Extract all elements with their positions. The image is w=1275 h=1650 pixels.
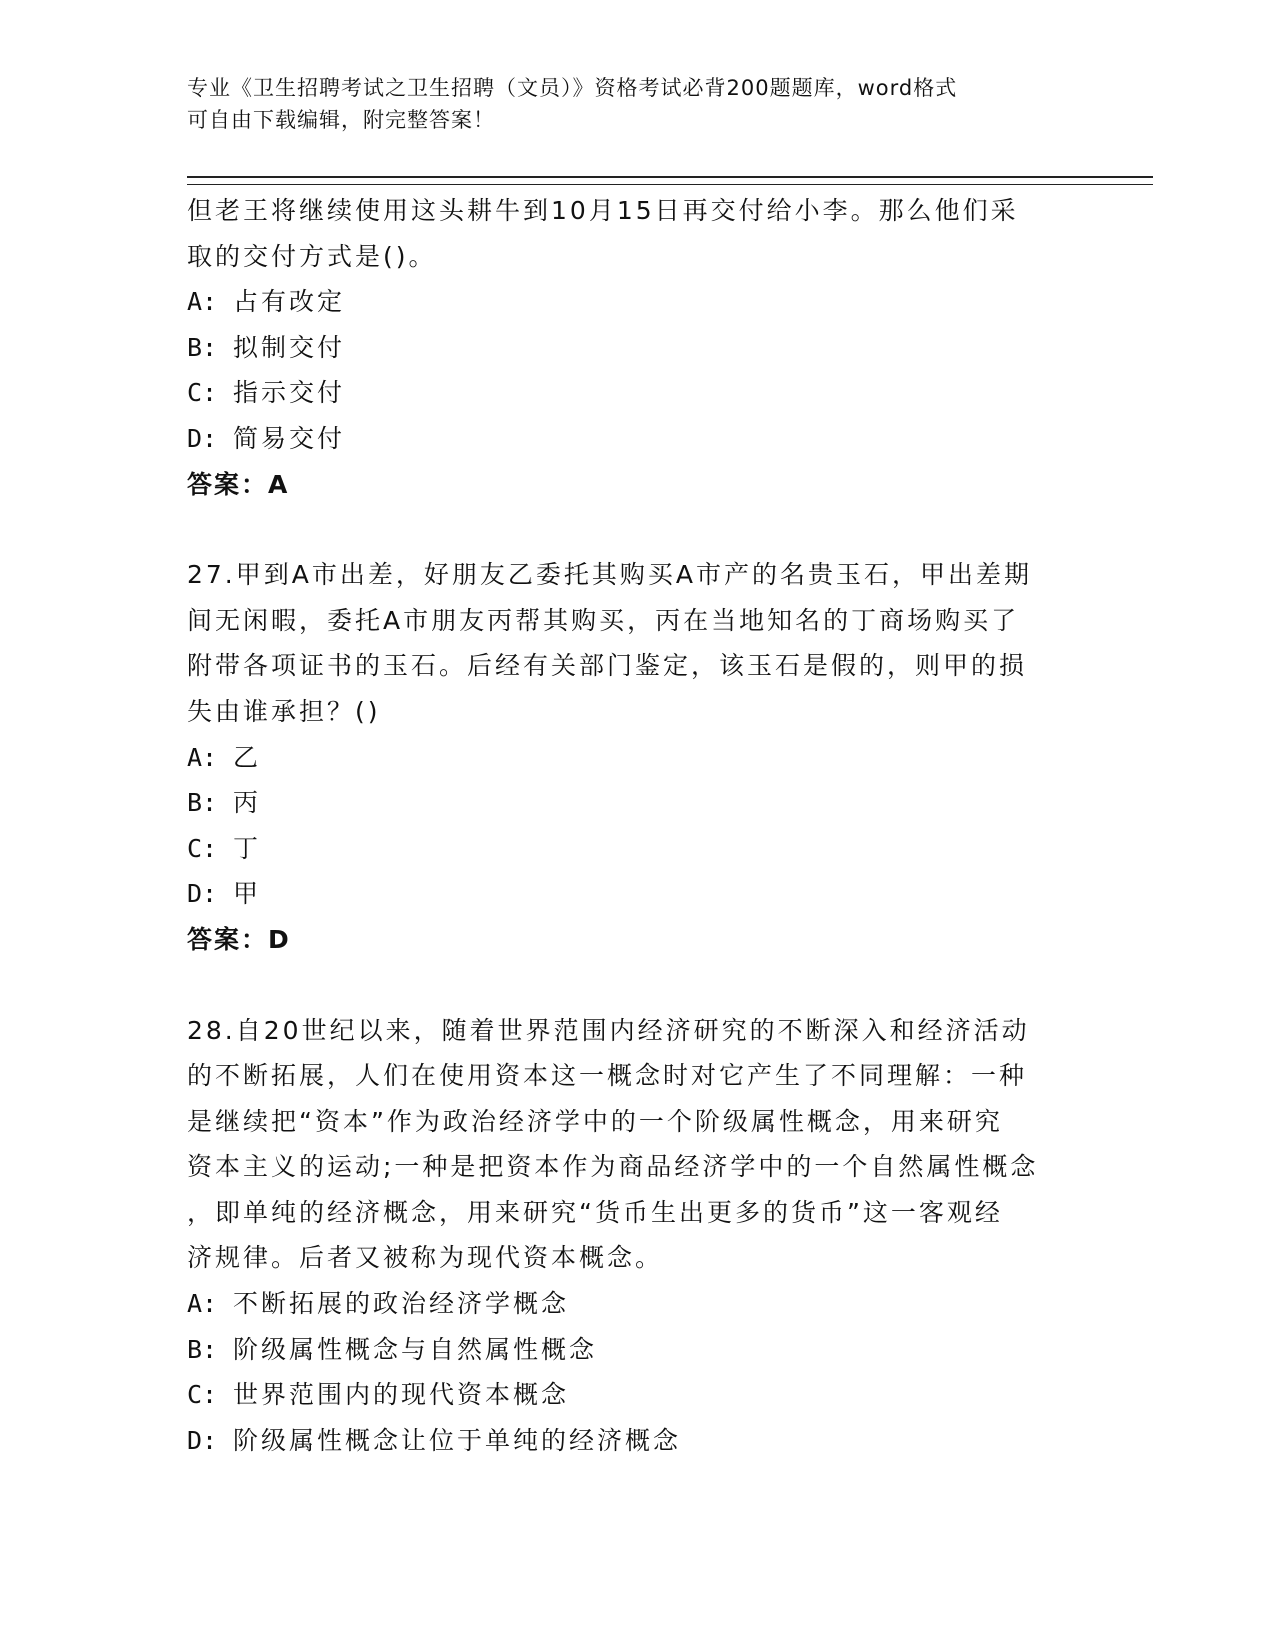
question-text-line: 间无闲暇，委托A市朋友丙帮其购买，丙在当地知名的丁商场购买了 — [187, 605, 1020, 635]
option-text: 丙 — [233, 788, 262, 818]
question-text-line: 取的交付方式是()。 — [187, 241, 437, 271]
option-a — [187, 735, 1087, 781]
option-d — [187, 1418, 1087, 1464]
option-text: 阶级属性概念让位于单纯的经济概念 — [233, 1425, 682, 1455]
option-text: 拟制交付 — [233, 332, 346, 362]
option-text: 不断拓展的政治经济学概念 — [233, 1289, 570, 1319]
question-text-line: 27.甲到A市出差，好朋友乙委托其购买A市产的名贵玉石，甲出差期 — [187, 560, 1032, 590]
option-text: 丁 — [233, 833, 262, 863]
question-text-line: 的不断拓展，人们在使用资本这一概念时对它产生了不同理解：一种 — [187, 1061, 1028, 1091]
question-text-line: 济规律。后者又被称为现代资本概念。 — [187, 1243, 664, 1273]
option-text: 乙 — [233, 742, 262, 772]
question-text-line: 但老王将继续使用这头耕牛到10月15日再交付给小李。那么他们采 — [187, 196, 1019, 225]
option-key: C: — [187, 1380, 218, 1410]
question-text-line: 28.自20世纪以来，随着世界范围内经济研究的不断深入和经济活动 — [187, 1015, 1030, 1045]
option-text: 指示交付 — [233, 378, 346, 408]
header-title-line-1: 专业《卫生招聘考试之卫生招聘（文员）》资格考试必背200题题库，word格式 — [187, 76, 958, 100]
question-text-line: 失由谁承担？() — [187, 696, 381, 726]
option-key: A: — [187, 287, 218, 317]
option-c — [187, 1372, 1087, 1418]
option-key: B: — [187, 1334, 218, 1364]
option-a — [187, 279, 1087, 325]
spacer — [187, 507, 1087, 552]
option-text: 占有改定 — [233, 287, 346, 317]
option-key: A: — [187, 1289, 218, 1319]
question-text-line: 资本主义的运动;一种是把资本作为商品经济学中的一个自然属性概念 — [187, 1152, 1039, 1182]
header-divider — [187, 176, 1153, 185]
option-key: D: — [187, 1425, 218, 1455]
page-header — [187, 72, 1087, 136]
option-text: 甲 — [233, 879, 262, 909]
option-key: D: — [187, 879, 218, 909]
option-key: D: — [187, 423, 218, 453]
option-d — [187, 416, 1087, 462]
option-key: B: — [187, 332, 218, 362]
question-text-line: 是继续把“资本”作为政治经济学中的一个阶级属性概念，用来研究 — [187, 1106, 1003, 1136]
option-c — [187, 826, 1087, 872]
option-text: 阶级属性概念与自然属性概念 — [233, 1334, 598, 1364]
option-a — [187, 1281, 1087, 1327]
option-key: A: — [187, 742, 218, 772]
option-d — [187, 871, 1087, 917]
question-27 — [187, 552, 1087, 962]
option-text: 简易交付 — [233, 423, 346, 453]
option-b — [187, 325, 1087, 371]
option-text: 世界范围内的现代资本概念 — [233, 1380, 570, 1410]
question-28 — [187, 1008, 1087, 1464]
question-text-line: ，即单纯的经济概念，用来研究“货币生出更多的货币”这一客观经 — [187, 1197, 1003, 1227]
question-26 — [187, 188, 1087, 507]
option-key: B: — [187, 788, 218, 818]
option-key: C: — [187, 378, 218, 408]
option-b — [187, 1327, 1087, 1373]
answer-line: 答案：D — [187, 924, 291, 954]
question-text-line: 附带各项证书的玉石。后经有关部门鉴定，该玉石是假的，则甲的损 — [187, 651, 1028, 681]
question-list — [187, 188, 1087, 1463]
answer-line: 答案：A — [187, 469, 290, 499]
spacer — [187, 963, 1087, 1008]
header-title-line-2: 可自由下载编辑，附完整答案！ — [187, 108, 495, 132]
option-b — [187, 780, 1087, 826]
option-key: C: — [187, 833, 218, 863]
option-c — [187, 370, 1087, 416]
